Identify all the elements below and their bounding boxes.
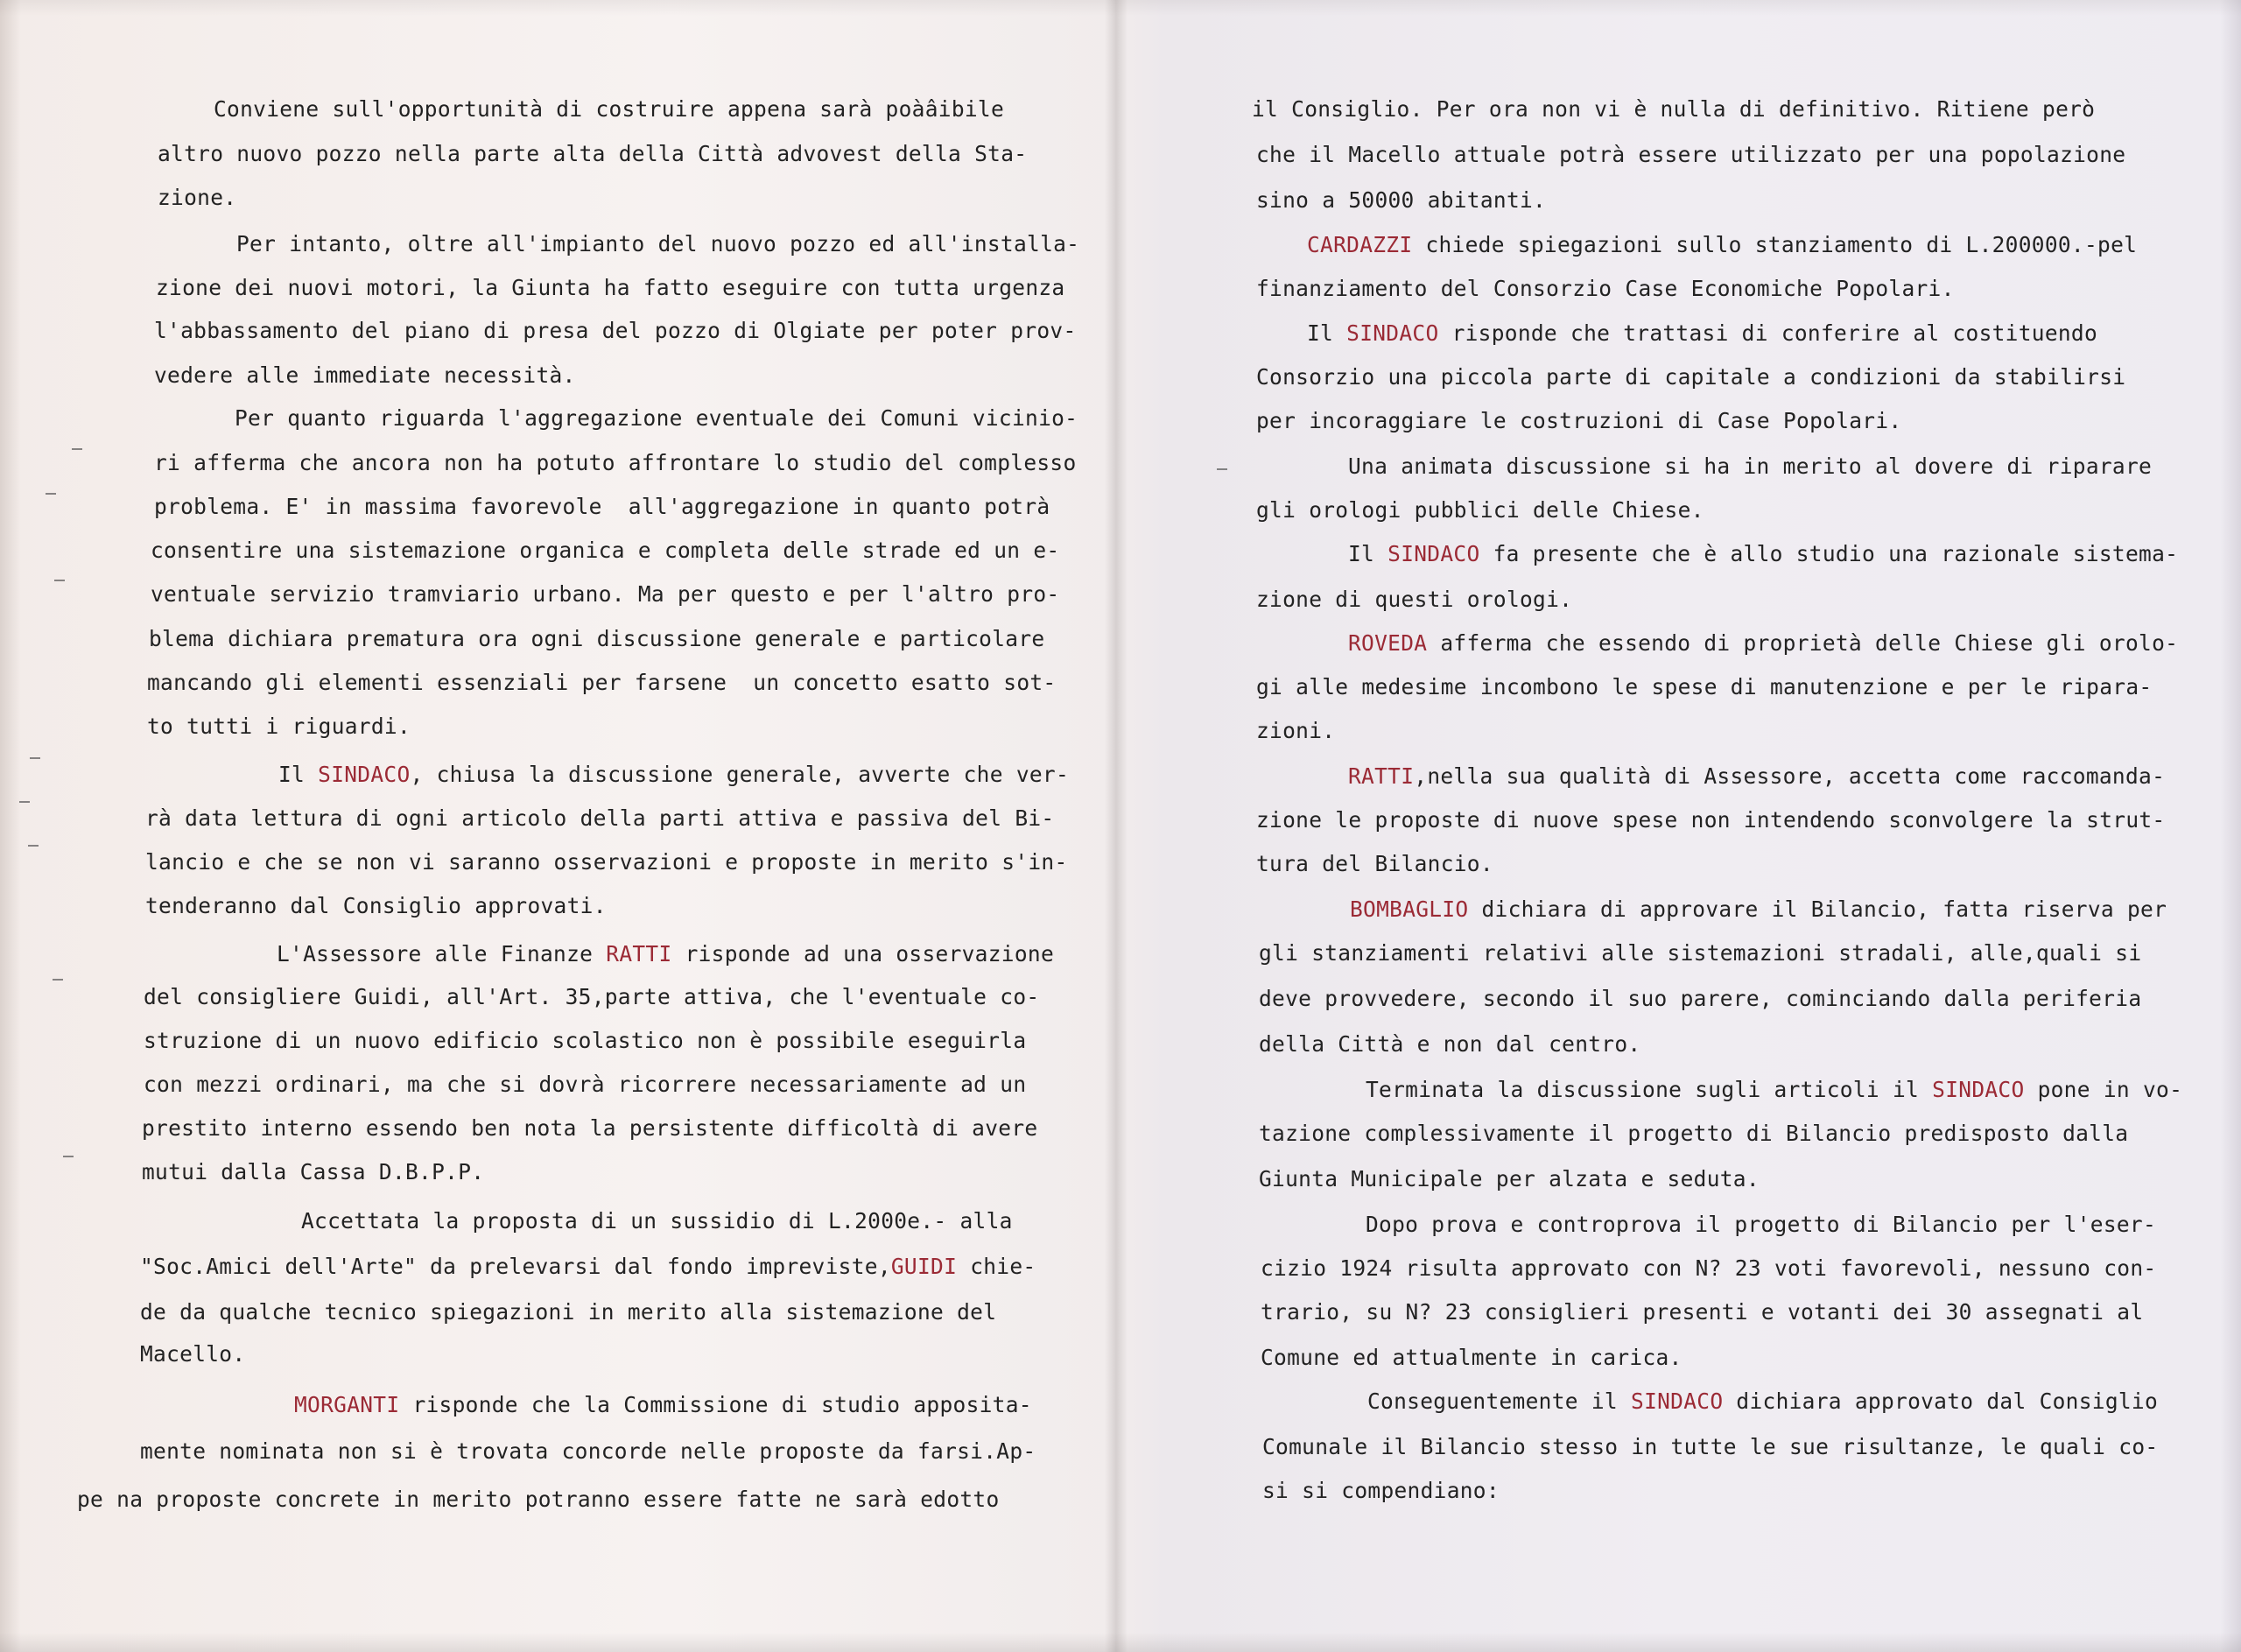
text-fragment: ,nella sua qualità di Assessore, accetta come raccomanda- bbox=[1414, 763, 2166, 789]
left-page bbox=[0, 0, 1110, 1652]
text-line: che il Macello attuale potrà essere utilizzato per una popolazione bbox=[1256, 142, 2126, 167]
text-line: tazione complessivamente il progetto di Bilancio predisposto dalla bbox=[1259, 1121, 2129, 1146]
text-line bbox=[277, 941, 1054, 967]
speaker-name: SINDACO bbox=[1346, 320, 1439, 346]
speaker-name: GUIDI bbox=[890, 1254, 958, 1279]
text-line: cizio 1924 risulta approvato con N? 23 voti favorevoli, nessuno con- bbox=[1261, 1255, 2157, 1281]
text-line: sino a 50000 abitanti. bbox=[1256, 187, 1547, 213]
margin-mark bbox=[53, 979, 63, 981]
text-line: il Consiglio. Per ora non vi è nulla di definitivo. Ritiene però bbox=[1252, 96, 2096, 122]
text-line: prestito interno essendo ben nota la persistente difficoltà di avere bbox=[142, 1115, 1038, 1141]
text-line: consentire una sistemazione organica e completa delle strade ed un e- bbox=[151, 538, 1060, 563]
text-fragment: "Soc.Amici dell'Arte" da prelevarsi dal fondo impreviste, bbox=[140, 1254, 891, 1279]
text-line: deve provvedere, secondo il suo parere, cominciando dalla periferia bbox=[1259, 986, 2142, 1011]
margin-mark bbox=[46, 493, 56, 495]
text-line bbox=[1366, 1077, 2182, 1103]
text-line: Dopo prova e controprova il progetto di Bilancio per l'eser- bbox=[1366, 1212, 2157, 1237]
text-line: tura del Bilancio. bbox=[1256, 851, 1493, 876]
text-line: problema. E' in massima favorevole all'aggregazione in quanto potrà bbox=[154, 494, 1050, 519]
text-line: finanziamento del Consorzio Case Economiche Popolari. bbox=[1256, 276, 1955, 301]
text-line: vedere alle immediate necessità. bbox=[154, 362, 576, 388]
speaker-name: SINDACO bbox=[1631, 1388, 1724, 1414]
text-fragment: Il bbox=[1307, 320, 1347, 346]
margin-mark bbox=[72, 448, 82, 450]
text-fragment: chie- bbox=[957, 1254, 1036, 1279]
text-fragment: risponde che la Commissione di studio apposita- bbox=[399, 1392, 1032, 1417]
text-line: zione di questi orologi. bbox=[1256, 587, 1573, 612]
text-line: mente nominata non si è trovata concorde nelle proposte da farsi.Ap- bbox=[140, 1438, 1036, 1464]
text-line: pe na proposte concrete in merito potranno essere fatte ne sarà edotto bbox=[77, 1487, 1000, 1512]
text-fragment: , chiusa la discussione generale, avverte che ver- bbox=[410, 762, 1070, 787]
text-line: del consigliere Guidi, all'Art. 35,parte attiva, che l'eventuale co- bbox=[144, 984, 1040, 1009]
text-line: zione dei nuovi motori, la Giunta ha fatto eseguire con tutta urgenza bbox=[156, 275, 1065, 300]
text-line: Accettata la proposta di un sussidio di L.2000e.- alla bbox=[301, 1208, 1013, 1234]
speaker-name: CARDAZZI bbox=[1307, 232, 1413, 257]
text-line: blema dichiara prematura ora ogni discussione generale e particolare bbox=[149, 626, 1045, 651]
text-line: zione le proposte di nuove spese non intendendo sconvolgere la strut- bbox=[1256, 807, 2166, 833]
text-fragment: Il bbox=[1348, 541, 1388, 566]
text-line: Giunta Municipale per alzata e seduta. bbox=[1259, 1166, 1760, 1192]
text-line: si si compendiano: bbox=[1262, 1478, 1500, 1503]
margin-mark bbox=[28, 845, 39, 847]
text-line: zione. bbox=[158, 185, 237, 210]
text-line: gi alle medesime incombono le spese di manutenzione e per le ripara- bbox=[1256, 674, 2153, 699]
speaker-name: SINDACO bbox=[1932, 1077, 2025, 1102]
text-fragment: pone in vo- bbox=[2024, 1077, 2183, 1102]
text-fragment: fa presente che è allo studio una razionale sistema- bbox=[1479, 541, 2179, 566]
text-line: ri afferma che ancora non ha potuto affrontare lo studio del complesso bbox=[154, 450, 1077, 475]
margin-mark bbox=[63, 1156, 74, 1157]
speaker-name: BOMBAGLIO bbox=[1350, 896, 1469, 922]
text-line: Conviene sull'opportunità di costruire appena sarà poàâibile bbox=[214, 96, 1005, 122]
text-line bbox=[1307, 232, 2137, 258]
speaker-name: RATTI bbox=[606, 941, 672, 967]
speaker-name: SINDACO bbox=[318, 762, 411, 787]
text-line: mutui dalla Cassa D.B.P.P. bbox=[142, 1159, 485, 1185]
text-line bbox=[294, 1392, 1032, 1418]
text-line: Comune ed attualmente in carica. bbox=[1261, 1345, 1683, 1370]
right-page bbox=[1120, 0, 2241, 1652]
speaker-name: ROVEDA bbox=[1348, 630, 1428, 656]
text-fragment: chiede spiegazioni sullo stanziamento di L.200000.-pel bbox=[1412, 232, 2138, 257]
margin-mark bbox=[30, 757, 40, 759]
text-fragment: Terminata la discussione sugli articoli il bbox=[1366, 1077, 1933, 1102]
text-line: Comunale il Bilancio stesso in tutte le sue risultanze, le quali co- bbox=[1262, 1434, 2159, 1459]
text-line: per incoraggiare le costruzioni di Case Popolari. bbox=[1256, 408, 1902, 433]
text-line bbox=[1307, 320, 2097, 347]
text-line bbox=[1348, 541, 2178, 567]
text-line: l'abbassamento del piano di presa del pozzo di Olgiate per poter prov- bbox=[154, 318, 1077, 343]
text-fragment: risponde ad una osservazione bbox=[671, 941, 1054, 967]
margin-mark bbox=[1217, 468, 1227, 470]
text-line: trario, su N? 23 consiglieri presenti e votanti dei 30 assegnati al bbox=[1261, 1299, 2144, 1325]
text-fragment: Conseguentemente il bbox=[1367, 1388, 1632, 1414]
text-fragment: L'Assessore alle Finanze bbox=[277, 941, 607, 967]
speaker-name: SINDACO bbox=[1387, 541, 1480, 566]
margin-mark bbox=[54, 580, 65, 581]
text-fragment: afferma che essendo di proprietà delle Chiese gli orolo- bbox=[1427, 630, 2179, 656]
text-fragment: dichiara di approvare il Bilancio, fatta riserva per bbox=[1468, 896, 2167, 922]
text-line bbox=[1348, 763, 2165, 790]
text-line bbox=[1350, 896, 2167, 923]
text-line: ventuale servizio tramviario urbano. Ma per questo e per l'altro pro- bbox=[151, 581, 1060, 607]
text-line: gli orologi pubblici delle Chiese. bbox=[1256, 497, 1704, 523]
text-fragment: dichiara approvato dal Consiglio bbox=[1723, 1388, 2159, 1414]
text-line: gli stanziamenti relativi alle sistemazioni stradali, alle,quali si bbox=[1259, 940, 2142, 966]
text-line: struzione di un nuovo edificio scolastico non è possibile eseguirla bbox=[144, 1028, 1027, 1053]
text-fragment: Il bbox=[278, 762, 319, 787]
text-line: to tutti i riguardi. bbox=[147, 714, 411, 739]
text-line bbox=[1367, 1388, 2158, 1415]
text-line: Macello. bbox=[140, 1341, 246, 1367]
text-fragment: risponde che trattasi di conferire al costituendo bbox=[1438, 320, 2098, 346]
text-line: altro nuovo pozzo nella parte alta della Città advovest della Sta- bbox=[158, 141, 1028, 166]
text-line: Per quanto riguarda l'aggregazione eventuale dei Comuni vicinio- bbox=[235, 405, 1078, 431]
text-line bbox=[278, 762, 1069, 788]
text-line: Consorzio una piccola parte di capitale a condizioni da stabilirsi bbox=[1256, 364, 2126, 390]
text-line: mancando gli elementi essenziali per farsene un concetto esatto sot- bbox=[147, 670, 1057, 695]
text-line bbox=[1348, 630, 2178, 657]
text-line: della Città e non dal centro. bbox=[1259, 1031, 1641, 1057]
text-line: de da qualche tecnico spiegazioni in merito alla sistemazione del bbox=[140, 1299, 997, 1325]
speaker-name: RATTI bbox=[1348, 763, 1415, 789]
text-line: Per intanto, oltre all'impianto del nuovo pozzo ed all'installa- bbox=[236, 231, 1080, 257]
text-line: Una animata discussione si ha in merito al dovere di riparare bbox=[1348, 453, 2153, 479]
text-line: lancio e che se non vi saranno osservazioni e proposte in merito s'in- bbox=[145, 849, 1068, 875]
margin-mark bbox=[19, 801, 30, 803]
text-line: con mezzi ordinari, ma che si dovrà ricorrere necessariamente ad un bbox=[144, 1072, 1027, 1097]
text-line: zioni. bbox=[1256, 718, 1336, 743]
text-line: rà data lettura di ogni articolo della parti attiva e passiva del Bi- bbox=[145, 805, 1055, 831]
text-line: tenderanno dal Consiglio approvati. bbox=[145, 893, 607, 918]
speaker-name: MORGANTI bbox=[294, 1392, 400, 1417]
text-line bbox=[140, 1254, 1036, 1280]
